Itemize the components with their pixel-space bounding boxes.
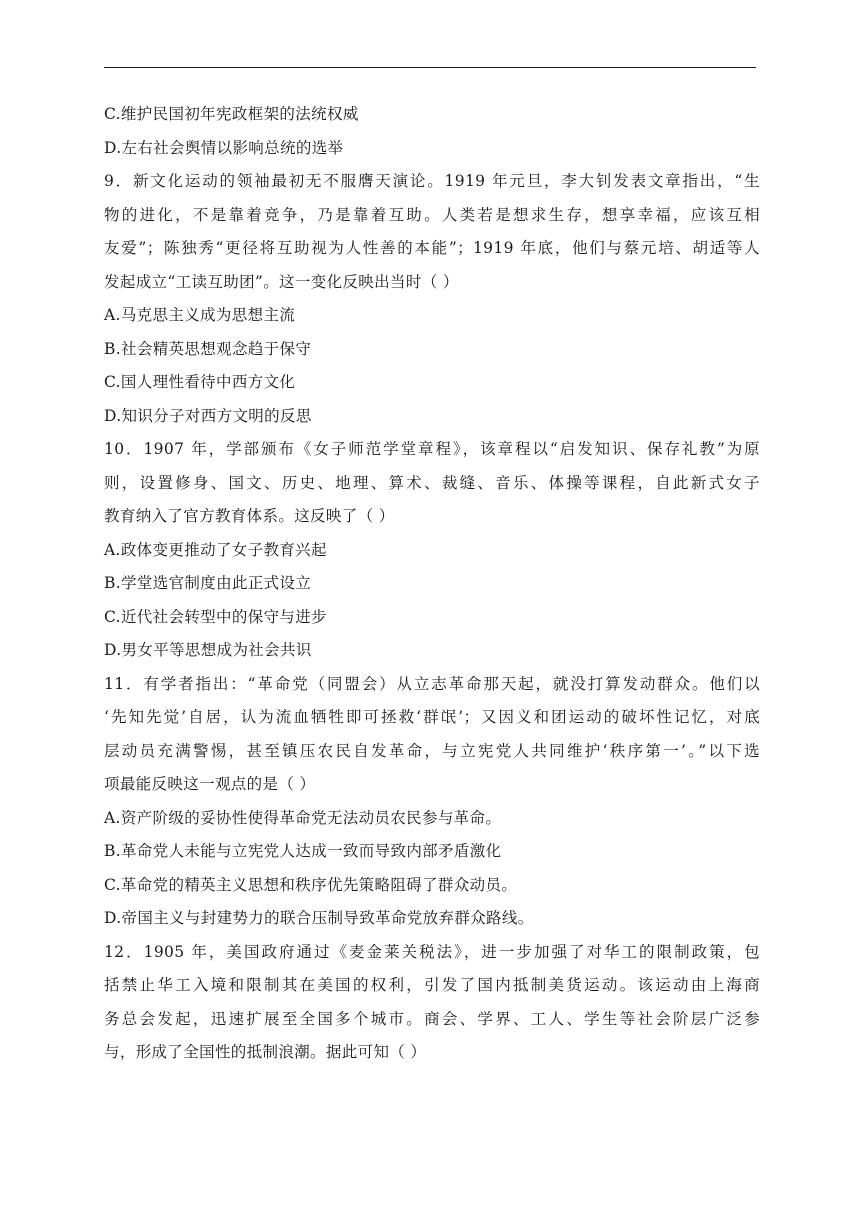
q11-option-b: B.革命党人未能与立宪党人达成一致而导致内部矛盾激化 [104,842,502,860]
q12-stem-line: 12．1905 年，美国政府通过《麦金莱关税法》，进一步加强了对华工的限制政策，包 [104,942,760,961]
q11-stem-line: ‘先知先觉’自居，认为流血牺牲即可拯救‘群氓’；又因义和团运动的破坏性记忆，对底 [104,708,760,726]
q10-stem-line: 10．1907 年，学部颁布《女子师范学堂章程》，该章程以“启发知识、保存礼教”为原 [104,440,760,458]
q9-stem-line: 物的进化，不是靠着竞争，乃是靠着互助。人类若是想求生存，想享幸福，应该互相 [104,205,760,224]
q12-stem-line: 务总会发起，迅速扩展至全国多个城市。商会、学界、工人、学生等社会阶层广泛参 [104,1009,760,1028]
q8-option-d: D.左右社会舆情以影响总统的选举 [104,138,344,157]
header-rule [104,67,756,68]
q9-stem-line: 友爱”；陈独秀“更径将互助视为人性善的本能”；1919 年底，他们与蔡元培、胡适等人 [104,239,760,257]
q10-stem-line: 则，设置修身、国文、历史、地理、算术、裁缝、音乐、体操等课程，自此新式女子 [104,473,760,492]
q9-option-b: B.社会精英思想观念趋于保守 [104,339,312,358]
q10-stem-line: 教育纳入了官方教育体系。这反映了（ ） [104,507,395,525]
q9-option-a: A.马克思主义成为思想主流 [104,306,296,324]
q9-stem-line: 发起成立“工读互助团”。这一变化反映出当时（ ） [104,272,459,291]
q10-option-a: A.政体变更推动了女子教育兴起 [104,540,327,559]
q9-option-d: D.知识分子对西方文明的反思 [104,406,312,425]
q8-option-c: C.维护民国初年宪政框架的法统权威 [104,105,359,123]
q12-stem-line: 与，形成了全国性的抵制浪潮。据此可知（ ） [104,1043,427,1061]
q12-stem-line: 括禁止华工入境和限制其在美国的权利，引发了国内抵制美货运动。该运动由上海商 [104,976,760,994]
q11-option-a: A.资产阶级的妥协性使得革命党无法动员农民参与革命。 [104,808,502,827]
q11-option-d: D.帝国主义与封建势力的联合压制导致革命党放弃群众路线。 [104,909,534,927]
question-content [104,98,760,1070]
q10-option-b: B.学堂选官制度由此正式设立 [104,574,312,592]
q11-stem-line: 11．有学者指出：“革命党（同盟会）从立志革命那天起，就没打算发动群众。他们以 [104,674,760,693]
q11-stem-line: 项最能反映这一观点的是（ ） [104,775,316,793]
q9-option-c: C.国人理性看待中西方文化 [104,373,296,391]
q11-option-c: C.革命党的精英主义思想和秩序优先策略阻碍了群众动员。 [104,875,518,894]
q9-stem-line: 9．新文化运动的领袖最初无不服膺天演论。1919 年元旦，李大钊发表文章指出，“生 [104,172,760,190]
q11-stem-line: 层动员充满警惕，甚至镇压农民自发革命，与立宪党人共同维护‘秩序第一’。”以下选 [104,741,760,760]
q10-option-c: C.近代社会转型中的保守与进步 [104,607,327,626]
q10-option-d: D.男女平等思想成为社会共识 [104,641,312,659]
